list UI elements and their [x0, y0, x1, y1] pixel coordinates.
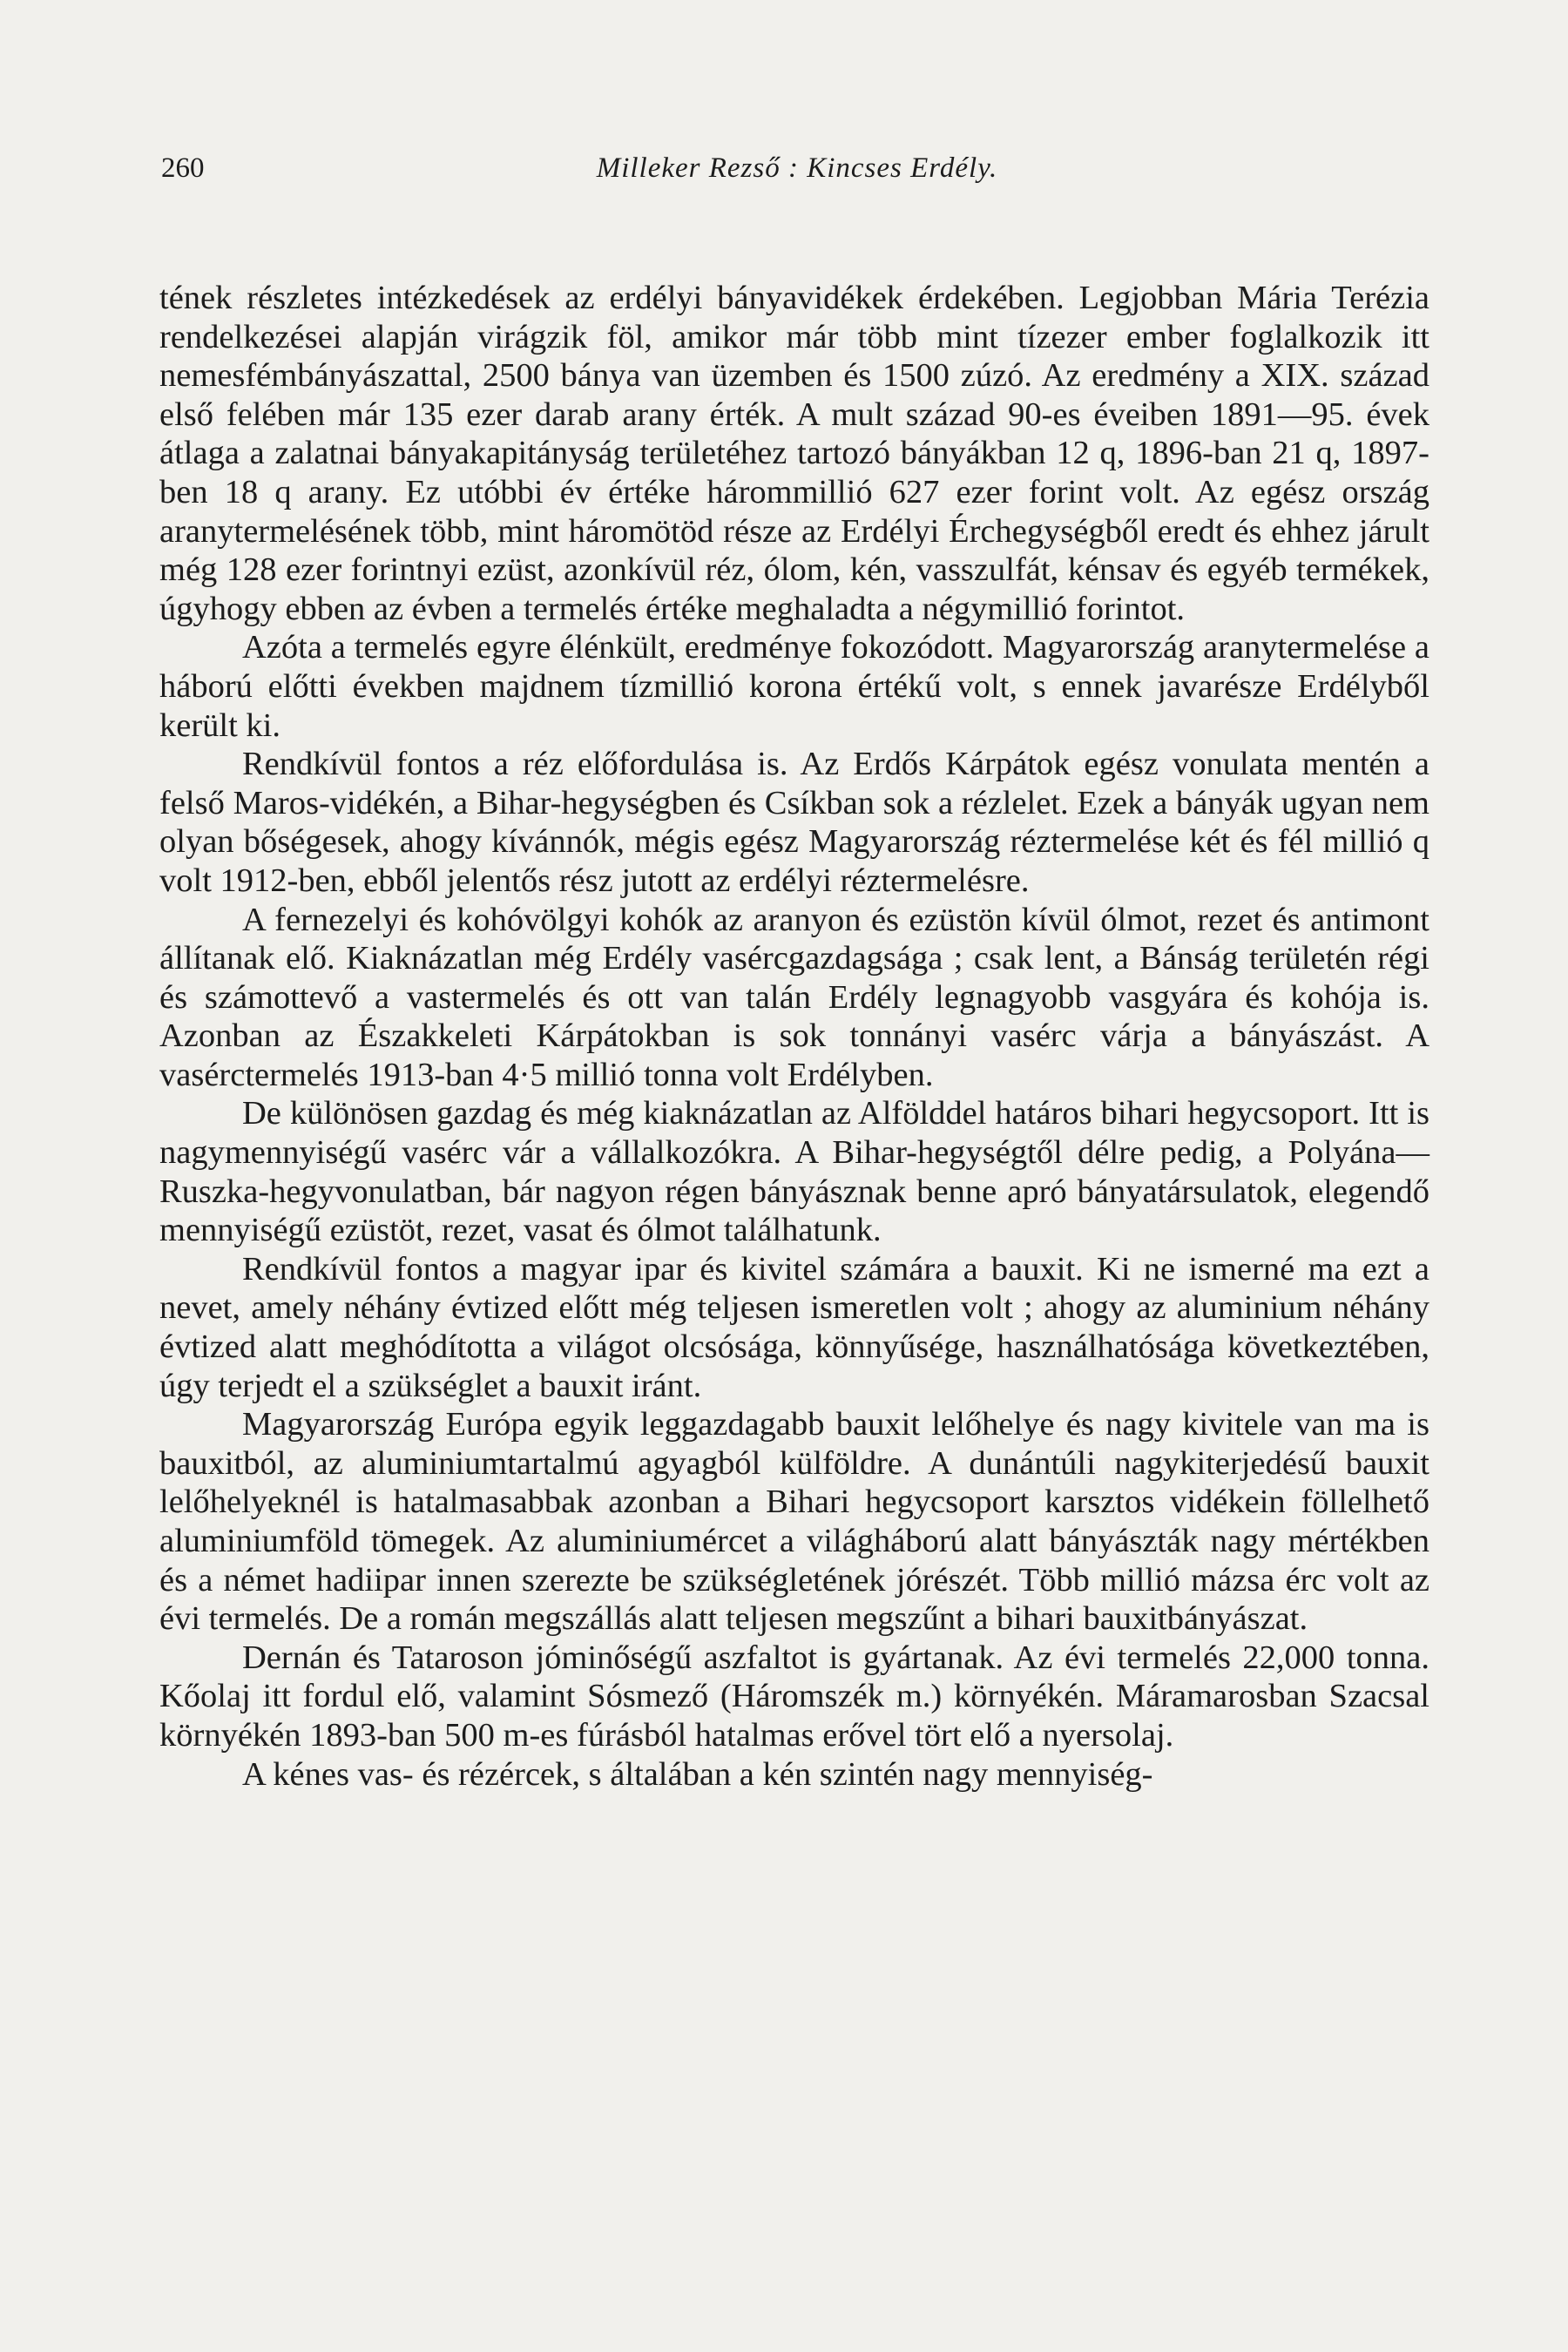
paragraph-7: Magyarország Európa egyik leggazdagabb bauxit lelőhelye és nagy kivitele van ma is bauxitból, az aluminiumtartalmú agyagból külföldre. A dunántúli nagykiterjedésű bauxit lelőhelyeknél is hatalmasabbak azonban a Bihari hegycsoport karsztos vidékein föllelhető aluminiumföld tömegek. Az aluminiumércet a világháború alatt bányászták nagy mértékben és a német hadiipar innen szerezte be szükségletének jórészét. Több millió mázsa érc volt az évi termelés. De a román megszállás alatt teljesen megszűnt a bihari bauxitbányászat. — [159, 1406, 1429, 1638]
body-text — [159, 279, 1429, 1794]
paragraph-8: Dernán és Tataroson jóminőségű aszfaltot is gyártanak. Az évi termelés 22,000 tonna. Kőolaj itt fordul elő, valamint Sósmező (Háromszék m.) környékén. Máramarosban Szacsal környékén 1893-ban 500 m-es fúrásból hatalmas erővel tört elő a nyersolaj. — [159, 1639, 1429, 1754]
running-head — [161, 152, 1433, 196]
paragraph-2: Azóta a termelés egyre élénkült, eredménye fokozódott. Magyarország aranytermelése a háború előtti években majdnem tízmillió korona értékű volt, s ennek javarésze Erdélyből került ki. — [159, 629, 1429, 744]
paragraph-4: A fernezelyi és kohóvölgyi kohók az aranyon és ezüstön kívül ólmot, rezet és antimont állítanak elő. Kiaknázatlan még Erdély vasércgazdagsága ; csak lent, a Bánság területén régi és számottevő a vastermelés és ott van talán Erdély legnagyobb vasgyára és kohója is. Azonban az Északkeleti Kárpátokban is sok tonnányi vasérc várja a bányászást. A vasérctermelés 1913-ban 4·5 millió tonna volt Erdélyben. — [159, 901, 1429, 1093]
paragraph-6: Rendkívül fontos a magyar ipar és kivitel számára a bauxit. Ki ne ismerné ma ezt a nevet, amely néhány évtized előtt még teljesen ismeretlen volt ; ahogy az aluminium néhány évtized alatt meghódította a világot olcsósága, könnyűsége, használhatósága következtében, úgy terjedt el a szükséglet a bauxit iránt. — [159, 1250, 1429, 1404]
paragraph-3: Rendkívül fontos a réz előfordulása is. Az Erdős Kárpátok egész vonulata mentén a felső Maros-vidékén, a Bihar-hegységben és Csíkban sok a rézlelet. Ezek a bányák ugyan nem olyan bőségesek, ahogy kívánnók, mégis egész Magyarország réztermelése két és fél millió q volt 1912-ben, ebből jelentős rész jutott az erdélyi réztermelésre. — [159, 746, 1429, 899]
paragraph-5: De különösen gazdag és még kiaknázatlan az Alfölddel határos bihari hegycsoport. Itt is nagymennyiségű vasérc vár a vállalkozókra. A Bihar-hegységtől délre pedig, a Polyána—Ruszka-hegyvonulatban, bár nagyon régen bányásznak benne apró bányatársulatok, elegendő mennyiségű ezüstöt, rezet, vasat és ólmot találhatunk. — [159, 1095, 1429, 1249]
paragraph-1: tének részletes intézkedések az erdélyi bányavidékek érdekében. Legjobban Mária Terézia rendelkezései alapján virágzik föl, amikor már több mint tízezer ember foglalkozik itt nemesfémbányászattal, 2500 bánya van üzemben és 1500 zúzó. Az eredmény a XIX. század első felében már 135 ezer darab arany érték. A mult század 90-es éveiben 1891—95. évek átlaga a zalatnai bányakapitányság területéhez tartozó bányákban 12 q, 1896-ban 21 q, 1897-ben 18 q arany. Ez utóbbi év értéke hárommillió 627 ezer forint volt. Az egész ország aranytermelésének több, mint háromötöd része az Erdélyi Érchegységből eredt és ehhez járult még 128 ezer forintnyi ezüst, azonkívül réz, ólom, kén, vasszulfát, kénsav és egyéb termékek, úgyhogy ebben az évben a termelés értéke meghaladta a négymillió forintot. — [159, 280, 1429, 627]
paragraph-9: A kénes vas- és rézércek, s általában a kén szintén nagy mennyiség- — [242, 1755, 1153, 1793]
page-number: 260 — [161, 152, 205, 184]
running-title: Milleker Rezső : Kincses Erdély. — [596, 152, 998, 184]
